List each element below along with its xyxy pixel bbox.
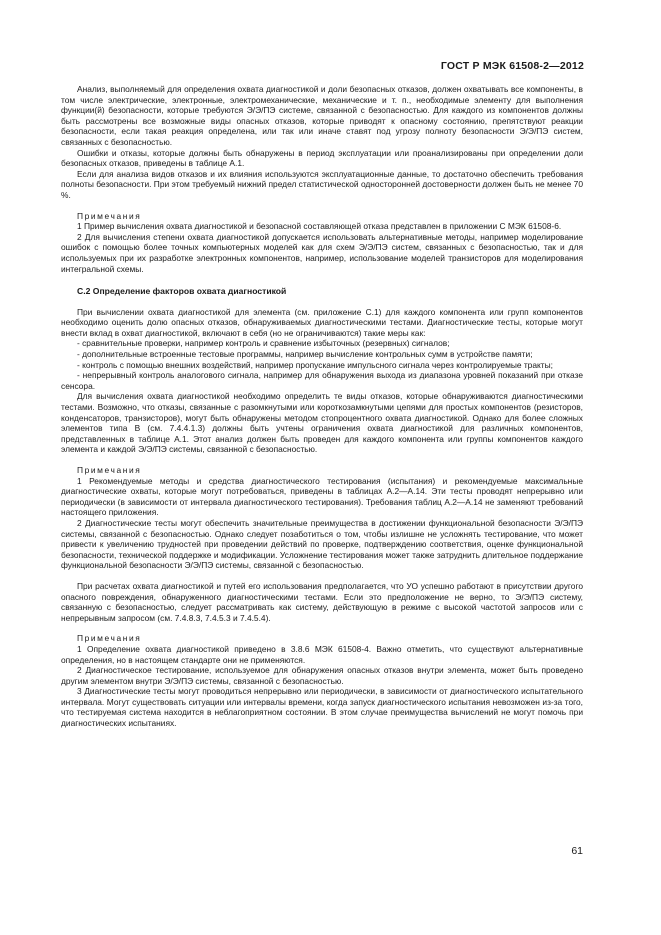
list-item: - сравнительные проверки, например контроль и сравнение избыточных (резервных) сигналов;: [77, 338, 450, 349]
section-title: С.2 Определение факторов охвата диагностикой: [77, 286, 287, 297]
note-item: 2 Диагностические тесты могут обеспечить значительные преимущества в достижении функциональной безопасности Э/Э/ПЭ системы, связанной с безопасностью. Однако следует позаботиться о том, чтобы излишне не усложнять тестирование, что может привести к увеличению трудностей при проведении действий по проверке, подтверждению соответствия, оценке функциональной безопасности, технической поддержке и модификации. Усложнение тестирования может также затруднить длительное поддержание функциональной безопасности Э/Э/ПЭ системы, связанной с безопасностью.: [61, 517, 583, 571]
notes-title: Примечания: [77, 465, 142, 475]
list-item: - непрерывный контроль аналогового сигнала, например для обнаружения выхода из диапазона уровней показаний при отказе сенсора.: [61, 370, 583, 391]
note-item: 1 Пример вычисления охвата диагностикой и безопасной составляющей отказа представлен в приложении С МЭК 61508-6.: [77, 221, 562, 232]
notes-title: Примечания: [77, 633, 142, 644]
paragraph: Если для анализа видов отказов и их влияния используются эксплуатационные данные, то достаточно обеспечить требования полноты безопасности. При этом требуемый нижний предел статистической односторонней достоверности должен быть не менее 70 %.: [61, 168, 583, 200]
paragraph: При расчетах охвата диагностикой и путей его использования предполагается, что УО успешно работают в присутствии другого опасного повреждения, обнаруженного диагностическими тестами. Если это предположение не верно, то Э/Э/ПЭ систему, связанную с безопасностью, следует рассматривать как систему, действующую в режиме с высокой частотой запросов или с непрерывным запросом (см. 7.4.8.3, 7.4.5.3 и 7.4.5.4).: [61, 580, 583, 623]
note-item: 2 Диагностическое тестирование, используемое для обнаружения опасных отказов внутри элемента, может быть проведено другим элементом внутри Э/Э/ПЭ системы, связанной с безопасностью.: [61, 665, 583, 686]
list-item: - контроль с помощью внешних воздействий, например пропускание импульсного сигнала через контролируемые тракты;: [77, 359, 553, 370]
note-item: 1 Рекомендуемые методы и средства диагностического тестирования (испытания) и рекомендуемые максимальные диагностические охваты, которые могут потребоваться, приведены в таблицах А.2—А.14. Эти тесты проводят непрерывно или периодически (в зависимости от интервала диагностического тестирования). Требования таблиц А.2—А.14 не заменяют требований настоящего приложения.: [61, 475, 583, 518]
note-item: 1 Определение охвата диагностикой приведено в 3.8.6 МЭК 61508-4. Важно отметить, что существуют альтернативные определения, но в настоящем стандарте они не применяются.: [61, 643, 583, 665]
note-item: 2 Для вычисления степени охвата диагностикой допускается использовать альтернативные методы, например моделирование ошибок с помощью более точных компьютерных моделей как для схем Э/Э/ПЭ систем, связанных с безопасностью, так и для используемых при их разработке электронных компонентов, например, использование моделей транзисторов для моделирования интегральной схемы.: [61, 231, 583, 274]
list-item: - дополнительные встроенные тестовые программы, например вычисление контрольных сумм в устройстве памяти;: [77, 349, 533, 360]
measures-list: [61, 338, 583, 391]
paragraph: При вычислении охвата диагностикой для элемента (см. приложение С.1) для каждого компонента или групп компонентов необходимо оценить долю опасных отказов, обнаруживаемых диагностическими тестами. Диагностические тесты, которые могут внести вклад в охват диагностикой, включают в себя (но не ограничиваются) такие меры как:: [61, 306, 583, 338]
note-item: 3 Диагностические тесты могут проводиться непрерывно или периодически, в зависимости от диагностического испытательного интервала. Могут существовать ситуации или интервалы времени, когда запуск диагностического испытания невозможен из-за того, что тестируемая система находится в неблагоприятном состоянии. В этом случае преимущества вычислений не могут помочь при диагностических испытаниях.: [61, 686, 583, 729]
paragraph: Анализ, выполняемый для определения охвата диагностикой и доли безопасных отказов, должен охватывать все компоненты, в том числе электрические, электронные, электромеханические, механические и т. п., необходимые элементу для выполнения функции(й) безопасности, которые требуются Э/Э/ПЭ системе, связанной с безопасностью. Для каждого из компонентов должны быть рассмотрены все возможные виды опасных отказов, которые приводят к опасному состоянию, препятствуют реакции безопасности, если такая реакция определена, или так или иначе ставят под угрозу полноту безопасности Э/Э/ПЭ систем, связанных с безопасностью.: [61, 84, 583, 147]
standard-header: ГОСТ Р МЭК 61508-2—2012: [440, 60, 584, 72]
page-body: [61, 84, 583, 729]
notes-title: Примечания: [77, 210, 142, 221]
paragraph: Ошибки и отказы, которые должны быть обнаружены в период эксплуатации или проанализированы при определении доли безопасных отказов, приведены в таблице А.1.: [61, 147, 583, 169]
page-number: 61: [571, 845, 583, 857]
paragraph: Для вычисления охвата диагностикой необходимо определить те виды отказов, которые обнаруживаются диагностическими тестами. Возможно, что отказы, связанные с разомкнутыми или короткозамкнутыми цепями для простых компонентов (резисторов, конденсаторов, транзисторов), могут быть обнаружены методом стопроцентного охвата диагностикой. Однако для более сложных элементов типа В (см. 7.4.4.1.3) должны быть учтены ограничения охвата диагностикой для различных компонентов, представленных в таблице А.1. Этот анализ должен быть проведен для каждого компонента или группы компонентов каждого элемента и каждой Э/Э/ПЭ системы, связанной с безопасностью.: [61, 391, 583, 455]
